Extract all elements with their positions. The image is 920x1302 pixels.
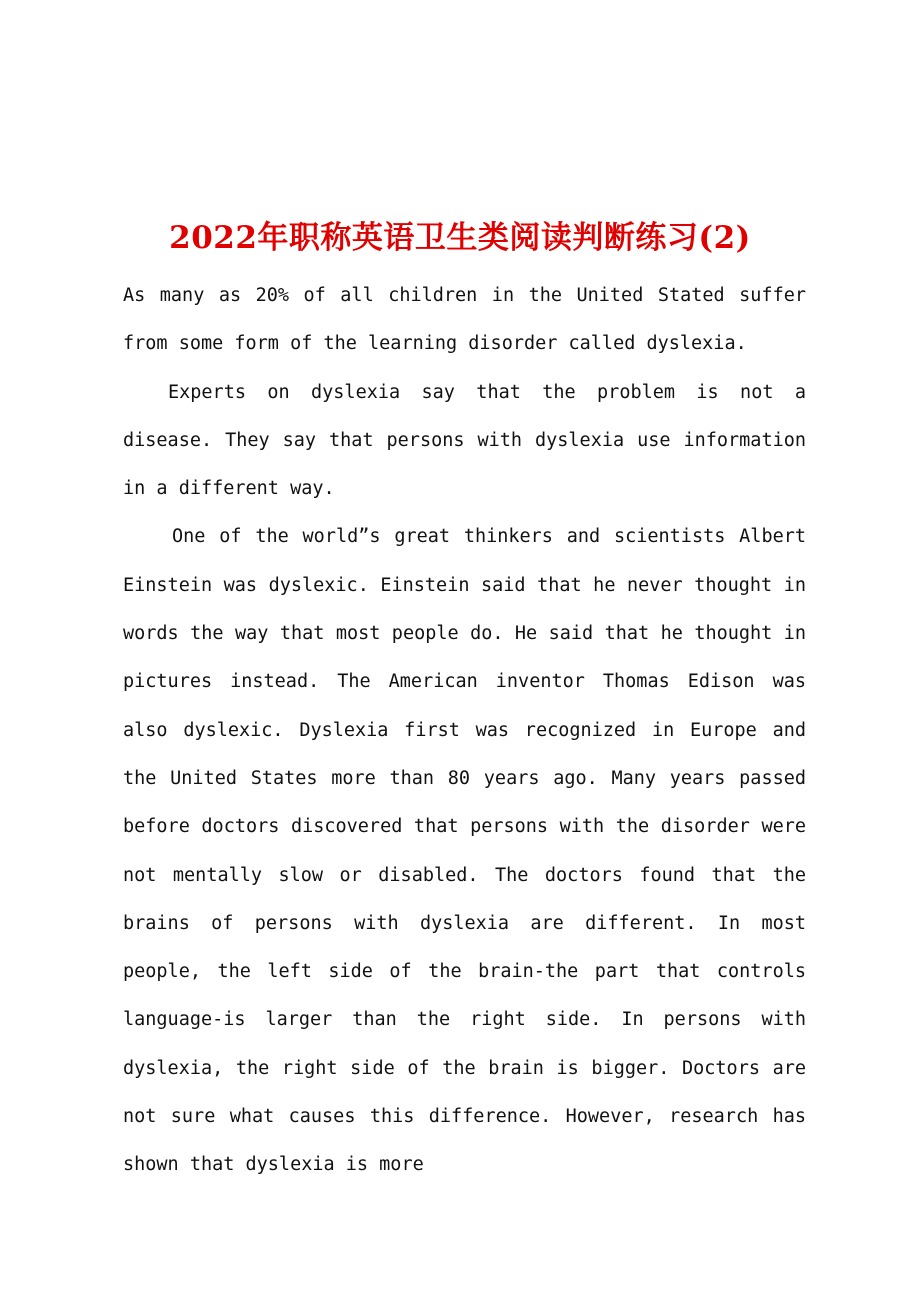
paragraph-2: Experts on dyslexia say that the problem is not a disease. They say that persons with dyslexia use information in a different way. [123,381,806,500]
paragraph-3: One of the world”s great thinkers and scientists Albert Einstein was dyslexic. Einstein said that he never thought in words the way that most people do. He said that he thought in pictures instead. The American inventor Thomas Edison was also dyslexic. Dyslexia first was recognized in Europe and the United States more than 80 years ago. Many years passed before doctors discovered that persons with the disorder were not mentally slow or disabled. The doctors found that the brains of persons with dyslexia are different. In most people, the left side of the brain-the part that controls language-is larger than the right side. In persons with dyslexia, the right side of the brain is bigger. Doctors are not sure what causes this difference. However, research has shown that dyslexia is more [123,526,806,1176]
document-body [123,272,806,1190]
document-title: 2022年职称英语卫生类阅读判断练习(2) [169,219,751,256]
paragraph-1: As many as 20% of all children in the United Stated suffer from some form of the learning disorder called dyslexia. [123,285,806,355]
